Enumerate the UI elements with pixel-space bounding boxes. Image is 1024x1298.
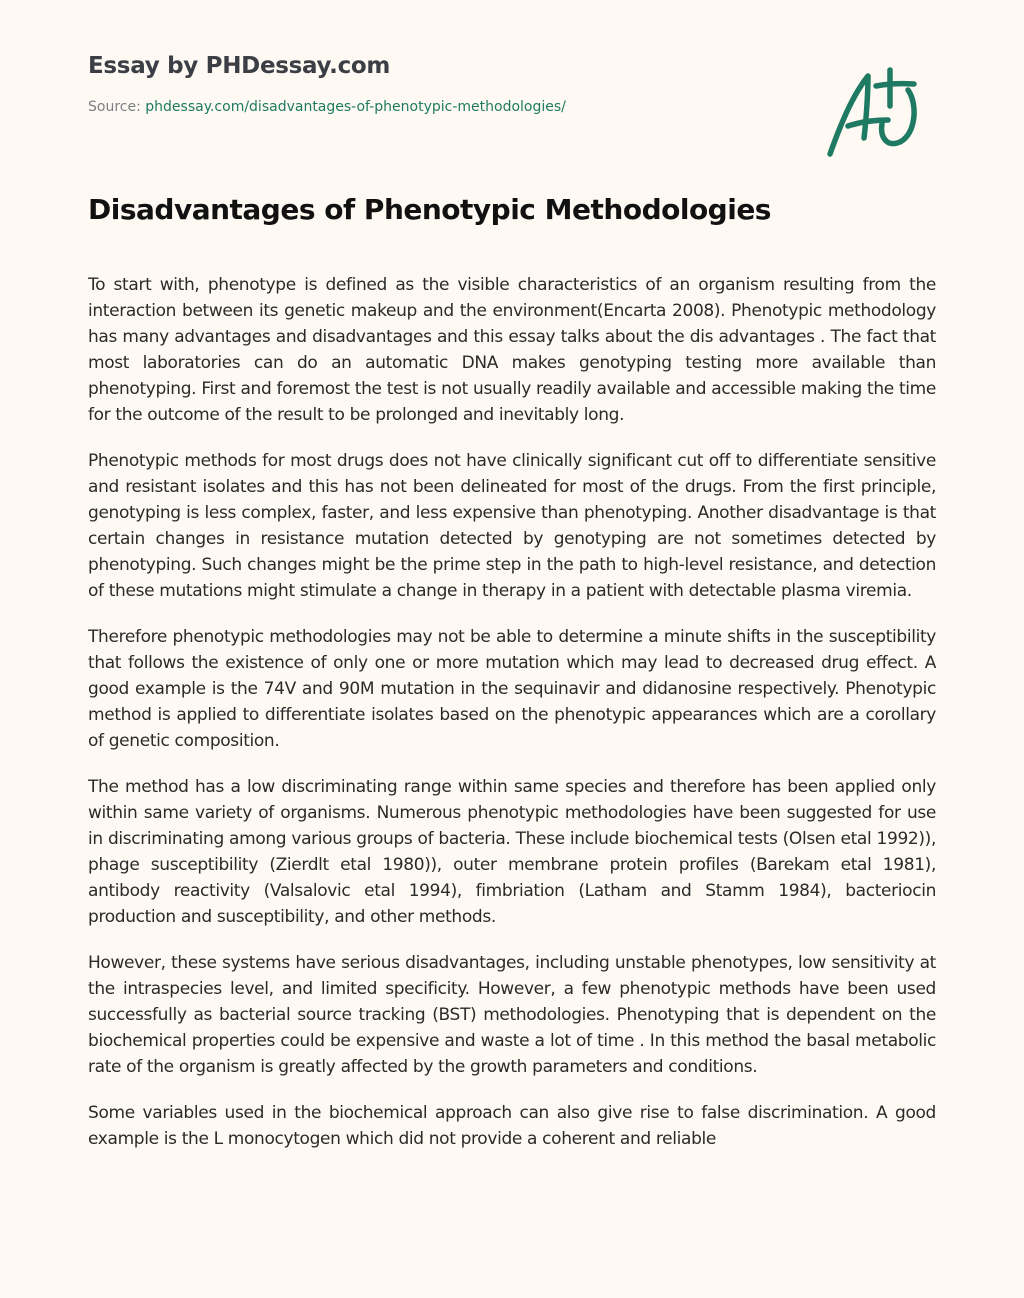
source-label: Source:	[88, 99, 146, 115]
essay-paragraph: However, these systems have serious disadvantages, including unstable phenotypes, low sensitivity at the intraspecies level, and limited specificity. However, a few phenotypic methods have been used successfully as bacterial source tracking (BST) methodologies. Phenotyping that is dependent on the biochemical properties could be expensive and waste a lot of time . In this method the basal metabolic rate of the organism is greatly affected by the growth parameters and conditions.	[88, 953, 936, 1077]
essay-paragraph: Some variables used in the biochemical approach can also give rise to false discrimination. A good example is the L monocytogen which did not provide a coherent and reliable	[88, 1103, 936, 1149]
source-line	[88, 98, 948, 116]
essay-title: Disadvantages of Phenotypic Methodologies	[88, 193, 771, 226]
essay-paragraph: To start with, phenotype is defined as the visible characteristics of an organism resulting from the interaction between its genetic makeup and the environment(Encarta 2008). Phenotypic methodology has many advantages and disadvantages and this essay talks about the dis advantages . The fact that most laboratories can do an automatic DNA makes genotyping testing more available than phenotyping. First and foremost the test is not usually readily available and accessible making the time for the outcome of the result to be prolonged and inevitably long.	[88, 275, 936, 425]
site-brand: Essay by PHDessay.com	[88, 53, 391, 79]
page-header	[88, 50, 948, 116]
essay-body	[88, 272, 936, 1172]
source-link[interactable]: phdessay.com/disadvantages-of-phenotypic-methodologies/	[145, 99, 566, 115]
essay-paragraph: Therefore phenotypic methodologies may not be able to determine a minute shifts in the susceptibility that follows the existence of only one or more mutation which may lead to decreased drug effect. A good example is the 74V and 90M mutation in the sequinavir and didanosine respectively. Phenotypic method is applied to differentiate isolates based on the phenotypic appearances which are a corollary of genetic composition.	[88, 627, 936, 751]
a-plus-grade-icon	[824, 64, 930, 160]
essay-paragraph: Phenotypic methods for most drugs does not have clinically significant cut off to differentiate sensitive and resistant isolates and this has not been delineated for most of the drugs. From the first principle, genotyping is less complex, faster, and less expensive than phenotyping. Another disadvantage is that certain changes in resistance mutation detected by genotyping are not sometimes detected by phenotyping. Such changes might be the prime step in the path to high-level resistance, and detection of these mutations might stimulate a change in therapy in a patient with detectable plasma viremia.	[88, 451, 936, 601]
essay-paragraph: The method has a low discriminating range within same species and therefore has been applied only within same variety of organisms. Numerous phenotypic methodologies have been suggested for use in discriminating among various groups of bacteria. These include biochemical tests (Olsen etal 1992)), phage susceptibility (Zierdlt etal 1980)), outer membrane protein profiles (Barekam etal 1981), antibody reactivity (Valsalovic etal 1994), fimbriation (Latham and Stamm 1984), bacteriocin production and susceptibility, and other methods.	[88, 777, 936, 927]
